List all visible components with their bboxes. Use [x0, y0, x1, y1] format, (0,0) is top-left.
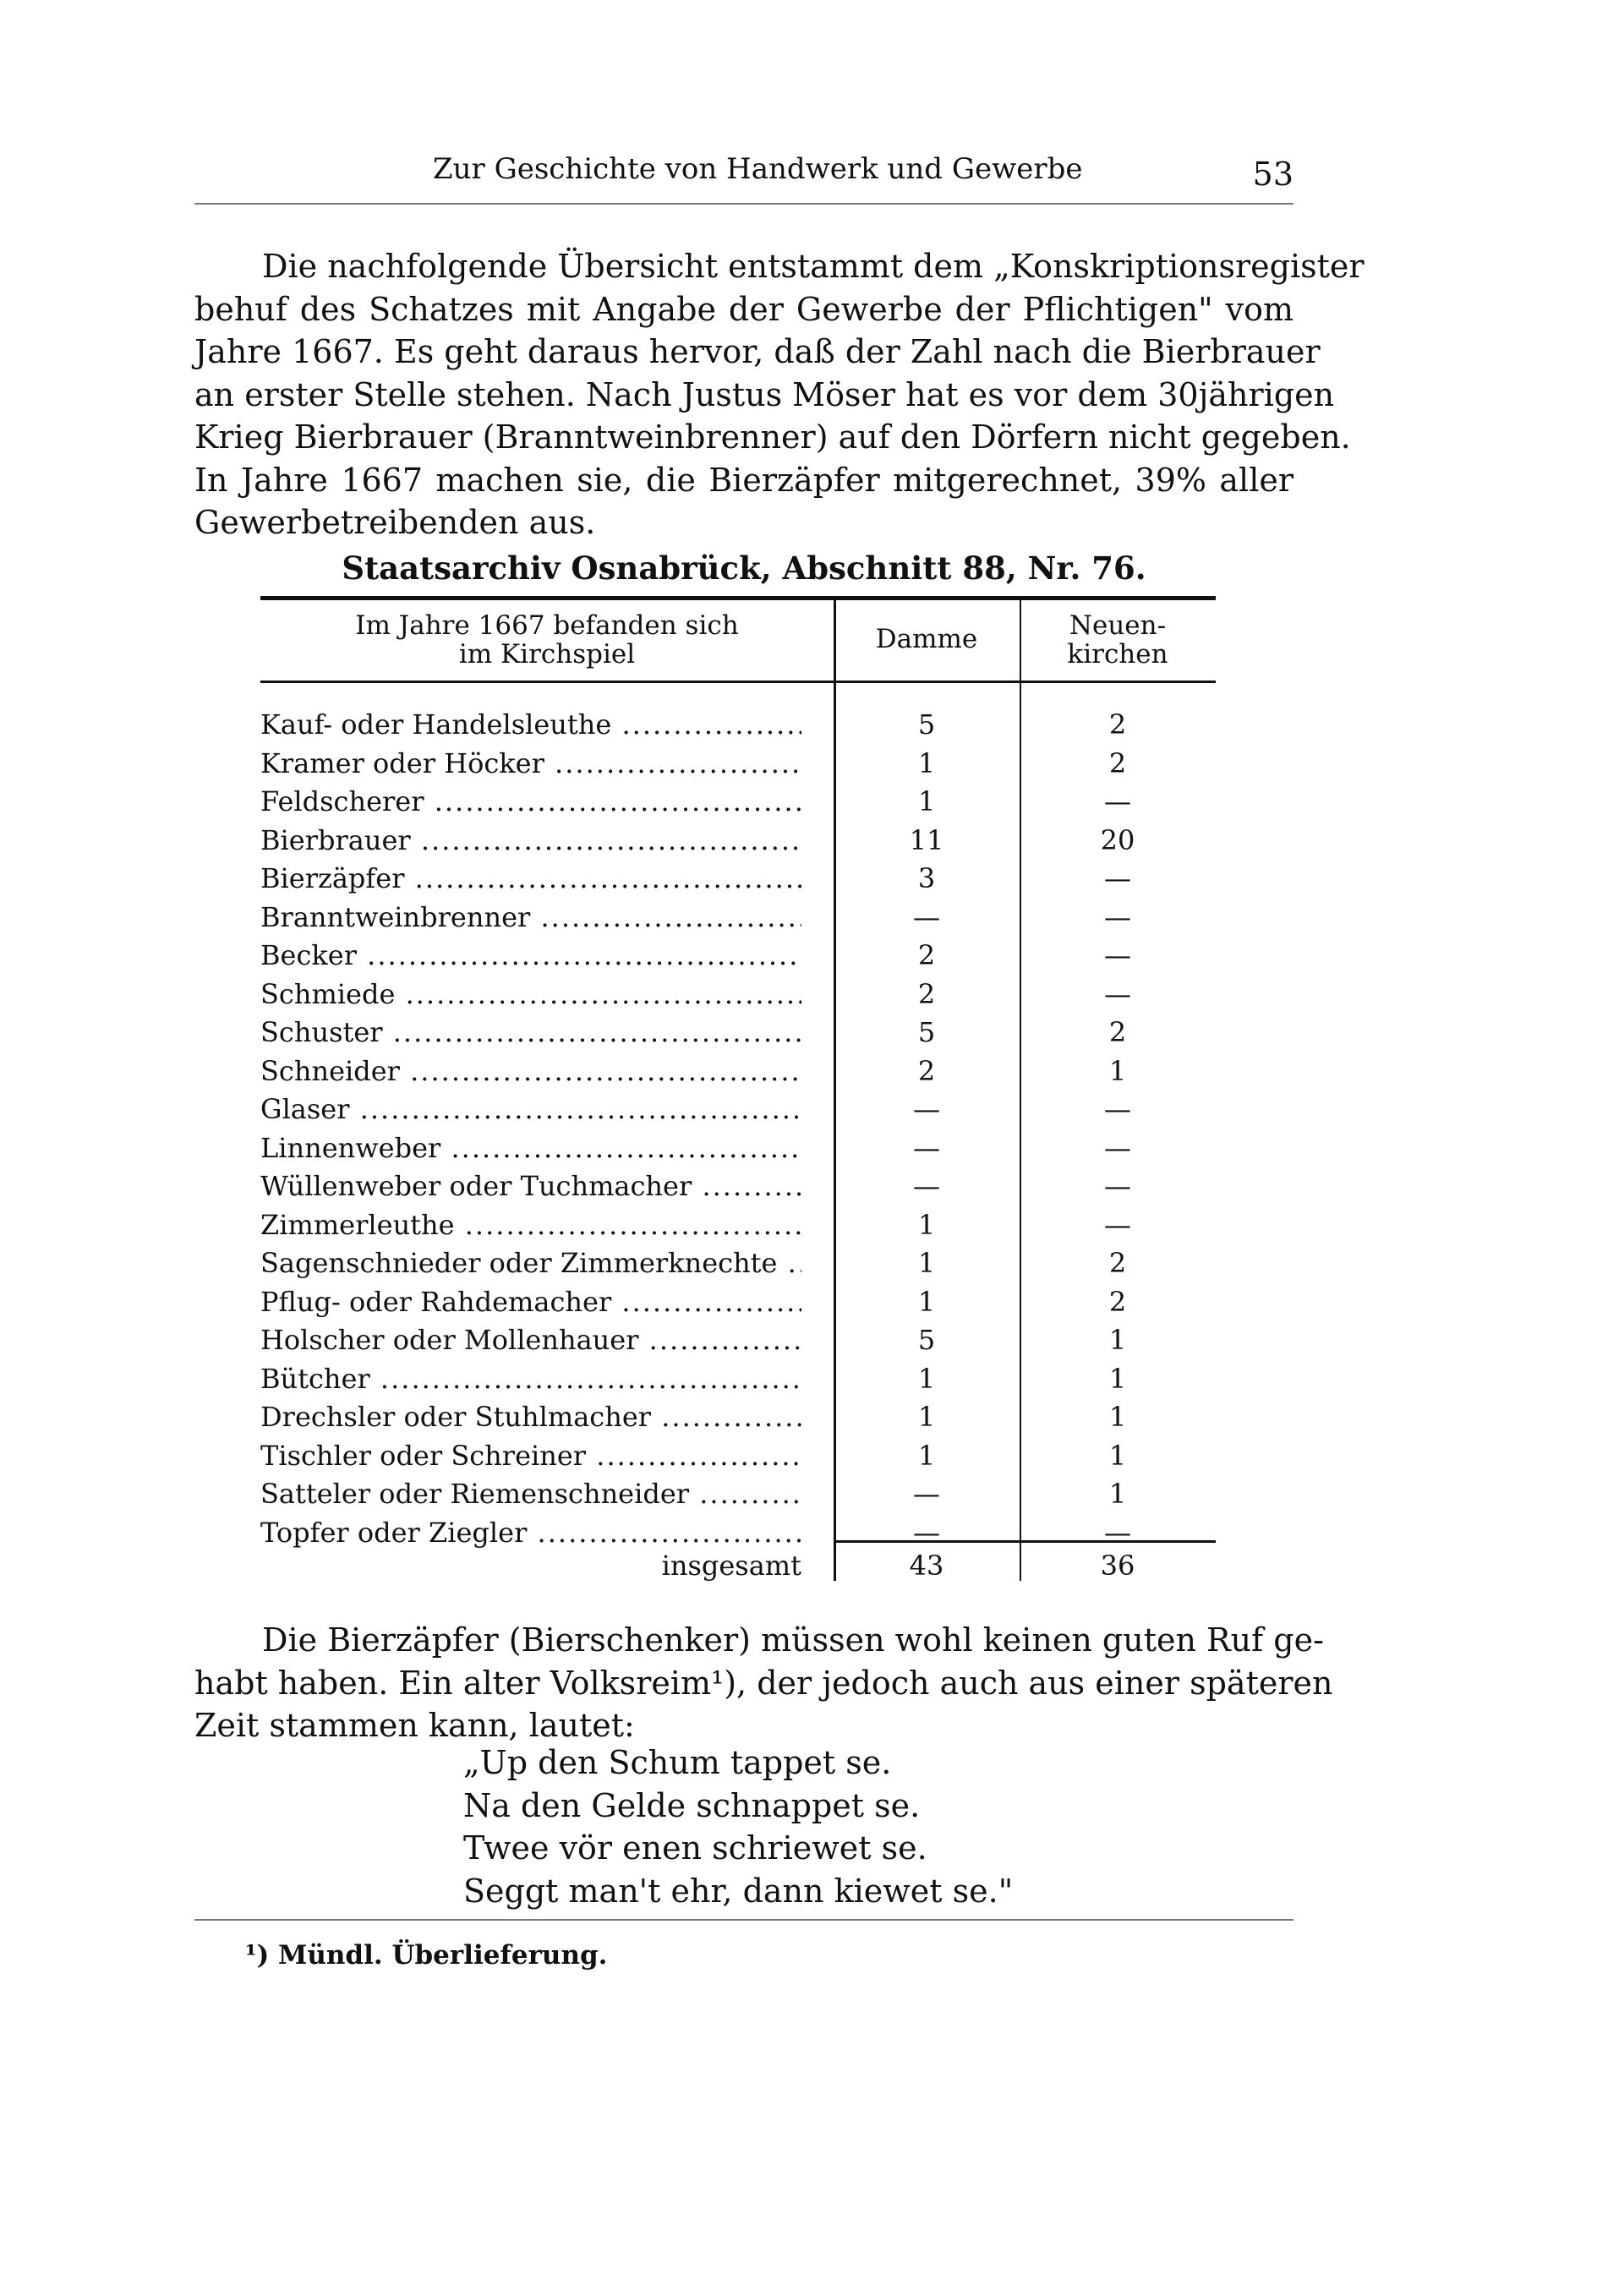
trade-label: Tischler oder Schreiner ..... — [260, 1437, 801, 1476]
table-row — [260, 783, 1216, 822]
trade-label: Satteler oder Riemenschneider ..... — [260, 1475, 801, 1514]
table-row — [260, 1206, 1216, 1245]
damme-value: — — [913, 1131, 940, 1164]
trade-label: Linnenweber ..... — [260, 1129, 801, 1168]
trade-label: Branntweinbrenner ..... — [260, 899, 801, 938]
trade-label: Pflug- oder Rahdemacher ..... — [260, 1283, 801, 1322]
trade-label: Bierbrauer ..... — [260, 822, 801, 861]
neuenkirchen-value: — — [1104, 939, 1131, 971]
trade-label: Schneider ..... — [260, 1052, 801, 1091]
column-header-neuenkirchen — [1020, 611, 1216, 669]
header-text: Im Jahre 1667 befanden sich — [355, 610, 739, 641]
damme-value: 5 — [917, 1324, 936, 1356]
trade-label: Kauf- oder Handelsleuthe ..... — [260, 706, 801, 745]
damme-value: — — [913, 1093, 940, 1125]
damme-value: — — [913, 900, 940, 933]
neuenkirchen-value: 2 — [1108, 746, 1127, 779]
neuenkirchen-value: — — [1104, 862, 1131, 894]
verse-line: Na den Gelde schnappet se. — [463, 1786, 921, 1824]
trade-label: Schmiede ..... — [260, 976, 801, 1014]
paragraph-line: Zeit stammen kann, lautet: — [194, 1707, 635, 1744]
total-damme: 43 — [909, 1550, 944, 1582]
running-title: Zur Geschichte von Handwerk und Gewerbe — [433, 152, 1083, 186]
table-row — [260, 745, 1216, 784]
table-row — [260, 1167, 1216, 1206]
table-row — [260, 1437, 1216, 1476]
table-body — [260, 706, 1216, 1552]
damme-value: 2 — [917, 977, 936, 1010]
neuenkirchen-value: 1 — [1108, 1362, 1127, 1395]
table-caption: Staatsarchiv Osnabrück, Abschnitt 88, Nr. 76. — [342, 549, 1146, 587]
table-row — [260, 1052, 1216, 1091]
table-row — [260, 1475, 1216, 1514]
footnote-rule — [194, 1919, 1293, 1921]
neuenkirchen-value: 1 — [1108, 1401, 1127, 1433]
trade-label: Drechsler oder Stuhlmacher ..... — [260, 1398, 801, 1437]
trade-label: Wüllenweber oder Tuchmacher ..... — [260, 1167, 801, 1206]
damme-value: 1 — [917, 1362, 936, 1395]
trade-label: Bütcher ..... — [260, 1360, 801, 1399]
table-row — [260, 1244, 1216, 1283]
damme-value: 2 — [917, 1054, 936, 1087]
header-text: kirchen — [1067, 639, 1168, 670]
table-header-rule — [260, 681, 1216, 683]
header-text: Neuen- — [1069, 610, 1167, 641]
table-top-rule — [260, 596, 1216, 600]
table-row — [260, 1091, 1216, 1129]
neuenkirchen-value: — — [1104, 785, 1131, 817]
page-number: 53 — [1252, 156, 1293, 193]
second-paragraph — [194, 1619, 1333, 1747]
trade-label: Becker ..... — [260, 937, 801, 976]
table-row — [260, 860, 1216, 899]
neuenkirchen-value: 1 — [1108, 1324, 1127, 1356]
damme-value: 11 — [909, 823, 944, 856]
table-row — [260, 1398, 1216, 1437]
table-row — [260, 822, 1216, 861]
verse-line: Seggt man't ehr, dann kiewet se." — [463, 1872, 1014, 1910]
damme-value: — — [913, 1478, 940, 1510]
damme-value: 1 — [917, 1439, 936, 1472]
damme-value: 2 — [917, 939, 936, 971]
damme-value: 3 — [917, 862, 936, 894]
trade-label: Topfer oder Ziegler ..... — [260, 1514, 801, 1553]
damme-value: 5 — [917, 1016, 936, 1048]
table-row — [260, 899, 1216, 938]
paragraph-line: habt haben. Ein alter Volksreim¹), der jedoch auch aus einer späteren — [194, 1664, 1333, 1702]
trades-table — [260, 596, 1216, 1581]
trade-label: Kramer oder Höcker ..... — [260, 745, 801, 784]
verse-line: „Up den Schum tappet se. — [463, 1744, 892, 1781]
damme-value: 5 — [917, 708, 936, 741]
table-row — [260, 1014, 1216, 1052]
trade-label: Holscher oder Mollenhauer ..... — [260, 1321, 801, 1360]
neuenkirchen-value: — — [1104, 1093, 1131, 1125]
paragraph-line: Gewerbetreibenden aus. — [194, 504, 596, 541]
paragraph-line: Jahre 1667. Es geht daraus hervor, daß der Zahl nach die Bierbrauer — [194, 333, 1321, 370]
table-row — [260, 1129, 1216, 1168]
total-label: insgesamt — [661, 1550, 801, 1582]
total-neuenkirchen: 36 — [1100, 1550, 1135, 1582]
neuenkirchen-value: 1 — [1108, 1439, 1127, 1472]
table-row — [260, 1360, 1216, 1399]
neuenkirchen-value: — — [1104, 900, 1131, 933]
neuenkirchen-value: 2 — [1108, 1016, 1127, 1048]
paragraph-line: In Jahre 1667 machen sie, die Bierzäpfer mitgerechnet, 39% aller — [194, 461, 1293, 499]
paragraph-line: Krieg Bierbrauer (Branntweinbrenner) auf den Dörfern nicht gegeben. — [194, 418, 1351, 456]
table-row — [260, 937, 1216, 976]
column-header-damme: Damme — [875, 624, 978, 654]
trade-label: Bierzäpfer ..... — [260, 860, 801, 899]
neuenkirchen-value: 2 — [1108, 1285, 1127, 1318]
trade-label: Schuster ..... — [260, 1014, 801, 1052]
verse-line: Twee vör enen schriewet se. — [463, 1829, 927, 1867]
page-header — [194, 152, 1293, 203]
damme-value: 1 — [917, 1401, 936, 1433]
damme-value: — — [913, 1170, 940, 1202]
header-text: im Kirchspiel — [458, 639, 636, 670]
paragraph-line: Die nachfolgende Übersicht entstammt dem „Konskriptionsregister — [262, 248, 1365, 285]
paragraph-line: an erster Stelle stehen. Nach Justus Möser hat es vor dem 30jährigen — [194, 375, 1335, 413]
damme-value: 1 — [917, 1208, 936, 1241]
damme-value: — — [913, 1516, 940, 1549]
neuenkirchen-value: — — [1104, 1516, 1131, 1549]
paragraph-line: behuf des Schatzes mit Angabe der Gewerbe der Pflichtigen" vom — [194, 290, 1293, 328]
header-rule — [194, 203, 1293, 205]
neuenkirchen-value: 2 — [1108, 708, 1127, 741]
table-row — [260, 706, 1216, 745]
neuenkirchen-value: — — [1104, 1131, 1131, 1164]
trade-label: Zimmerleuthe ..... — [260, 1206, 801, 1245]
table-row — [260, 976, 1216, 1014]
folk-verse — [463, 1741, 1013, 1912]
trade-label: Feldscherer ..... — [260, 783, 801, 822]
neuenkirchen-value: — — [1104, 977, 1131, 1010]
damme-value: 1 — [917, 1285, 936, 1318]
column-header-trade — [260, 611, 834, 669]
table-row — [260, 1321, 1216, 1360]
neuenkirchen-value: 1 — [1108, 1478, 1127, 1510]
damme-value: 1 — [917, 746, 936, 779]
damme-value: 1 — [917, 1247, 936, 1279]
neuenkirchen-value: — — [1104, 1208, 1131, 1241]
neuenkirchen-value: 1 — [1108, 1054, 1127, 1087]
total-row — [260, 1547, 1216, 1585]
neuenkirchen-value: — — [1104, 1170, 1131, 1202]
total-rule — [834, 1540, 1216, 1543]
trade-label: Sagenschnieder oder Zimmerknechte ..... — [260, 1244, 801, 1283]
neuenkirchen-value: 20 — [1100, 823, 1135, 856]
trade-label: Glaser ..... — [260, 1091, 801, 1129]
damme-value: 1 — [917, 785, 936, 817]
intro-paragraph — [194, 245, 1365, 544]
table-row — [260, 1283, 1216, 1322]
neuenkirchen-value: 2 — [1108, 1247, 1127, 1279]
paragraph-line: Die Bierzäpfer (Bierschenker) müssen wohl keinen guten Ruf ge- — [262, 1621, 1324, 1659]
footnote: ¹) Mündl. Überlieferung. — [245, 1940, 608, 1971]
